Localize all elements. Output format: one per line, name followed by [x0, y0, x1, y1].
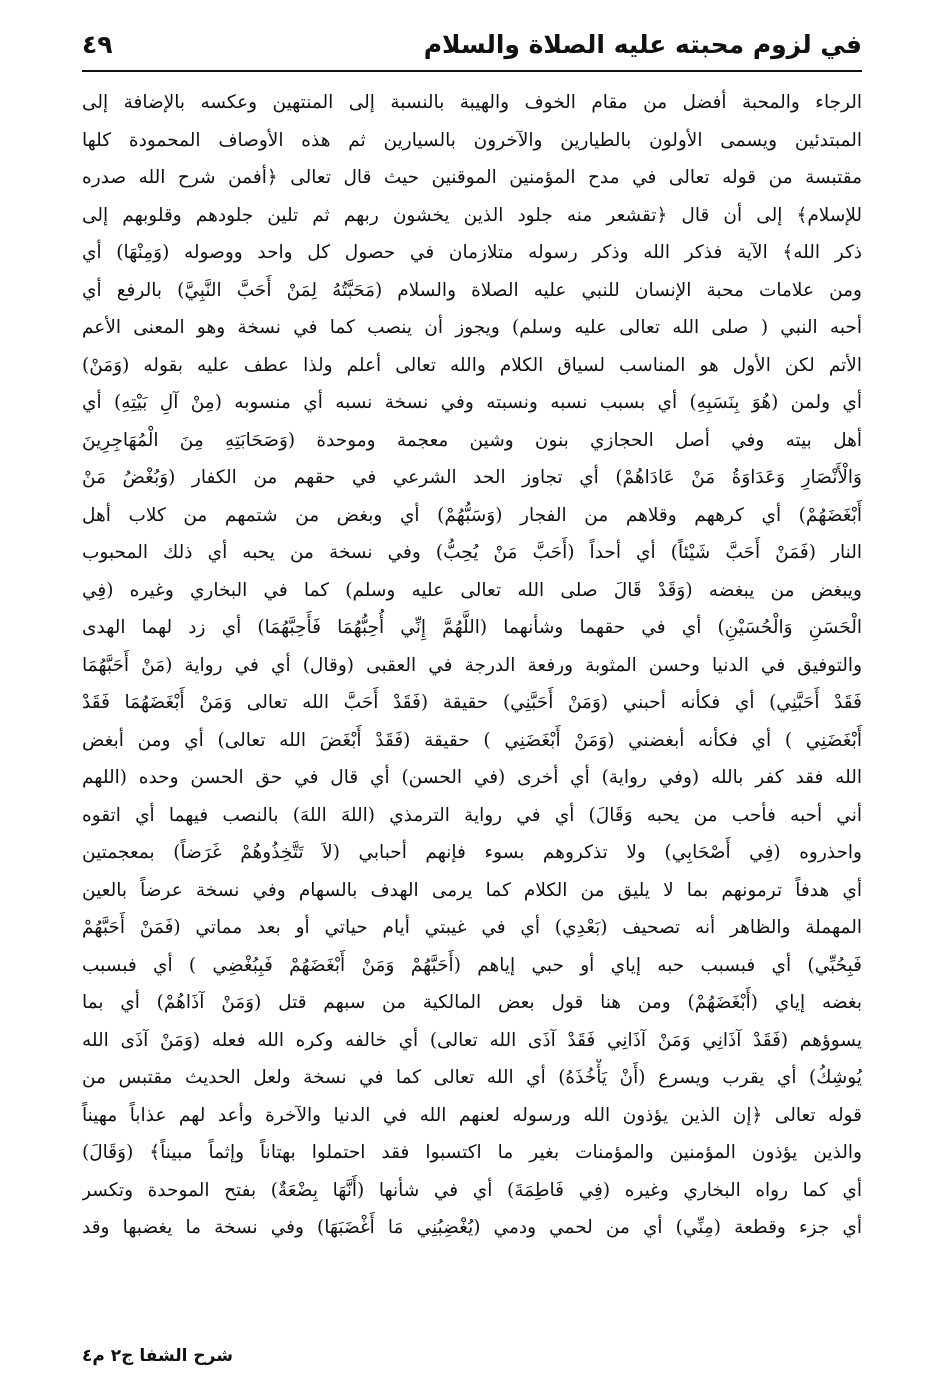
text-line: الأتم لكن الأول هو المناسب لسياق الكلام والله تعالى أعلم ولذا عطف عليه بقوله (وَمَنْ) [82, 354, 862, 376]
text-line: الرجاء والمحبة أفضل من مقام الخوف والهيبة بالنسبة إلى المنتهين وعكسه بالإضافة إلى [82, 92, 862, 113]
text-line: واحذروه (فِي أَصْحَابِي) ولا تذكروهم بسوء فإنهم أحبابي (لاَ تَتَّخِذُوهُمْ غَرَضاً) بمعجمتين [82, 842, 862, 863]
text-line: أني أحبه فأحب من يحبه وَقَالَ) أي في رواية الترمذي (اللهَ اللهَ) بالنصب فيهما أي اتقوه [82, 804, 862, 826]
text-line: ذكر الله﴾ الآية فذكر الله وذكر رسوله متلازمان في حصول كل واحد ووصوله (وَمِنْهَا) أي [82, 242, 862, 263]
text-line: ويبغض من يبغضه (وَقَدْ قَالَ صلى الله تعالى عليه وسلم) كما في البخاري وغيره (فِي [82, 579, 862, 601]
text-line: للإسلام﴾ إلى أن قال ﴿تقشعر منه جلود الذين يخشون ربهم ثم تلين جلودهم وقلوبهم إلى [82, 204, 862, 226]
text-line: أَبْغَضَهُمْ) أي كرههم وقلاهم من الفجار (وَسَبُّهُمْ) أي وبغض من شتمهم من كلاب أهل [82, 504, 862, 526]
header-divider [82, 70, 862, 72]
text-line: والتوفيق في الدنيا وحسن المثوبة ورفعة الدرجة في العقبى (وقال) أي في رواية (مَنْ أَحَبَّهُمَا [82, 654, 862, 676]
running-header [82, 24, 862, 64]
text-line: ومن علامات محبة الإنسان للنبي عليه الصلاة والسلام (مَحَبَّتُهُ لِمَنْ أَحَبَّ النَّبِيَّ) بالرفع أي [82, 279, 862, 301]
text-line: أهل بيته وفي أصل الحجازي بنون وشين معجمة وموحدة (وَصَحَابَتِهِ مِنَ الْمُهَاجِرِينَ [82, 429, 862, 451]
text-line: يسوؤهم (فَقَدْ آذَانِي وَمَنْ آذَانِي فَقَدْ آذَى الله تعالى) أي خالفه وكره الله فعله (وَمَنْ آذَى الله [82, 1029, 862, 1051]
text-line: الْحَسَنِ وَالْحُسَيْنِ) أي في حقهما وشأنهما (اللَّهُمَّ إِنِّي أُحِبُّهُمَا فَأَحِبَّهُمَا) أي زد لهما الهدى [82, 617, 862, 638]
text-line: فَبِحُبِّي) أي فبسبب حبه إياي أو حبي إياهم (أَحَبَّهُمْ وَمَنْ أَبْغَضَهُمْ فَبِبُغْضِي ) أي فبسبب [82, 954, 862, 976]
page-number: ٤٩ [82, 29, 113, 59]
text-line: أي كما رواه البخاري وغيره (فِي فَاطِمَةَ) أي في شأنها (أَنَّهَا بِضْعَةٌ) بفتح الموحدة وتكسر [82, 1179, 862, 1201]
text-line: أي ولمن (هُوَ بِنَسَبِهِ) أي بسبب نسبه ونسبته وفي نسخة نسبه أي منسوبه (مِنْ آلِ بَيْتِهِ) أي [82, 392, 862, 413]
body-text [82, 84, 862, 1340]
text-line: والذين يؤذون المؤمنين والمؤمنات بغير ما اكتسبوا فقد احتملوا بهتاناً وإثماً مبيناً﴾ (وَقَالَ) [82, 1142, 862, 1163]
text-line: قوله تعالى ﴿إن الذين يؤذون الله ورسوله لعنهم الله في الدنيا والآخرة وأعد لهم عذاباً مهيناً [82, 1104, 862, 1126]
text-line: يُوشِكُ) أي يقرب ويسرع (أَنْ يَأْخُذَهُ) أي الله تعالى كما في نسخة ولعل الحديث مقتبس من [82, 1067, 862, 1088]
signature-mark: شرح الشفا ج٢ م٤ [82, 1346, 233, 1366]
text-line: وَالْأَنْصَارِ وَعَدَاوَةُ مَنْ عَادَاهُمْ) أي تجاوز الحد الشرعي في حقهم من الكفار (وَبُغْضُ مَنْ [82, 467, 862, 488]
text-line: أي جزء وقطعة (مِنِّي) أي من لحمي ودمي (يُغْضِبُنِي مَا أَغْضَبَهَا) وفي نسخة ما يغضبها وقد [82, 1217, 862, 1238]
text-line: فَقَدْ أَحَبَّنِي) أي فكأنه أحبني (وَمَنْ أَحَبَّنِي) حقيقة (فَقَدْ أَحَبَّ الله تعالى وَمَنْ أَبْغَضَهُمَا فَقَدْ [82, 692, 862, 713]
text-line: المبتدئين ويسمى الأولون بالطيارين والآخرون بالسيارين ثم هذه الأوصاف المحمودة كلها [82, 129, 862, 151]
text-line: الله فقد كفر بالله (وفي رواية) أي أخرى (في الحسن) أي قال في حق الحسن وحده (اللهم [82, 767, 862, 788]
text-line: النار (فَمَنْ أَحَبَّ شَيْئاً) أي أحداً (أَحَبَّ مَنْ يُحِبُّ) وفي نسخة من يحبه أي ذلك المحبوب [82, 542, 862, 563]
text-line: أي هدفاً ترمونهم بما لا يليق من الكلام كما يرمى الهدف بالسهام وفي نسخة عرضاً بالعين [82, 879, 862, 901]
text-line: المهملة والظاهر أنه تصحيف (بَعْدِي) أي في غيبتي أيام حياتي أو بعد مماتي (فَمَنْ أَحَبَّهُمْ [82, 917, 862, 938]
text-line: مقتبسة من قوله تعالى في مدح المؤمنين الموقنين حيث قال تعالى ﴿أفمن شرح الله صدره [82, 167, 862, 188]
page-title: في لزوم محبته عليه الصلاة والسلام [423, 29, 862, 59]
text-line: بغضه إياي (أَبْغَضَهُمْ) ومن هنا قول بعض المالكية من سبهم قتل (وَمَنْ آذَاهُمْ) أي بما [82, 992, 862, 1013]
text-line: أَبْغَضَنِي ) أي فكأنه أبغضني (وَمَنْ أَبْغَضَنِي ) حقيقة (فَقَدْ أَبْغَضَ الله تعالى) أي ومن أبغض [82, 729, 862, 751]
text-line: أحبه النبي ( صلى الله تعالى عليه وسلم) ويجوز أن ينصب كما في نسخة وهو المعنى الأعم [82, 317, 862, 338]
